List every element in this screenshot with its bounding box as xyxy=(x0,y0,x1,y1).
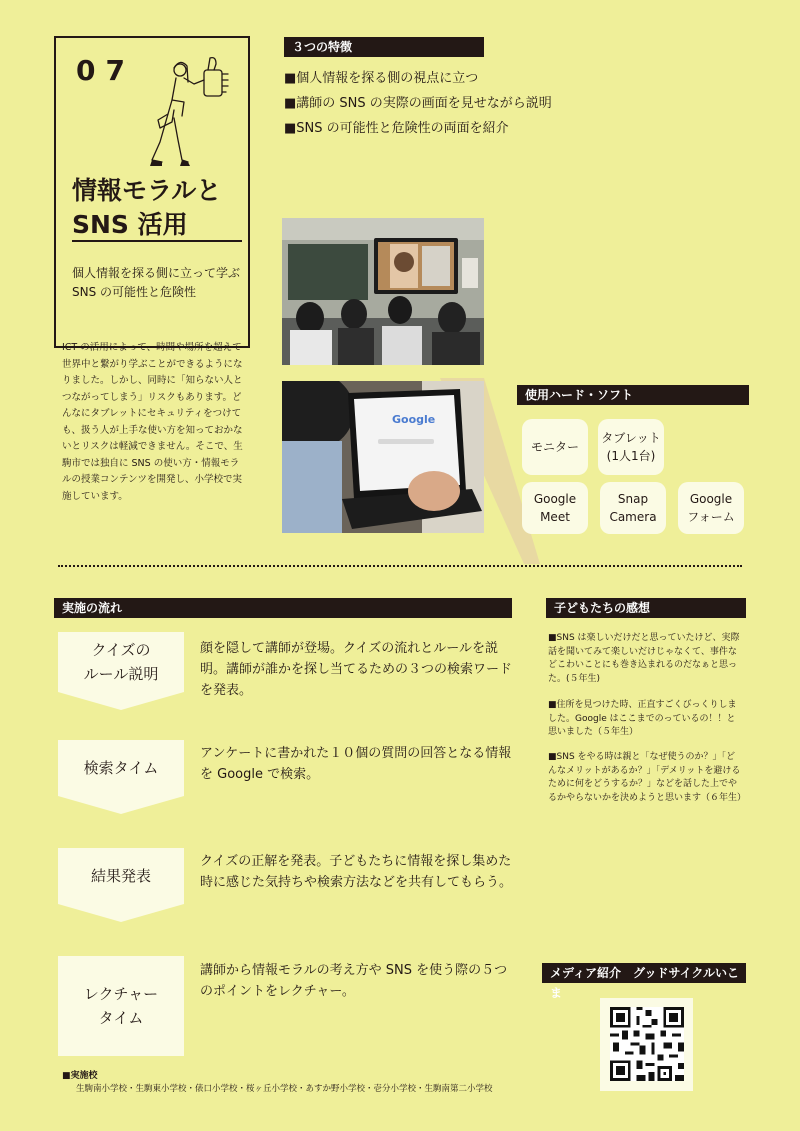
impressions-heading: 子どもたちの感想 xyxy=(546,598,746,618)
qr-code[interactable] xyxy=(610,1007,684,1081)
feature-item: ■個人情報を探る側の視点に立つ xyxy=(284,71,479,86)
subtitle-line1: 個人情報を探る側に立って学ぶ xyxy=(72,266,241,280)
title-divider xyxy=(72,240,242,242)
main-title-line2: SNS 活用 xyxy=(72,210,188,239)
subtitle-line2: SNS の可能性と危険性 xyxy=(72,285,197,299)
feature-item: ■SNS の可能性と危険性の両面を紹介 xyxy=(284,121,509,136)
flow-step-label: 結果発表 xyxy=(58,848,184,904)
flow-step-text: 講師から情報モラルの考え方や SNS を使う際の５つのポイントをレクチャー。 xyxy=(200,963,508,999)
thumbs-up-person-illustration xyxy=(138,56,238,172)
flow-step-text: 顔を隠して講師が登場。クイズの流れとルールを説明。講師が誰かを探し当てるための３つの検索ワードを発表。 xyxy=(200,641,513,698)
flow-step-arrow xyxy=(58,904,184,922)
google-screen-logo: Google xyxy=(392,413,436,426)
software-chip-snap-camera: Snap Camera xyxy=(600,482,666,534)
hardware-chip-monitor: モニター xyxy=(522,419,588,475)
hardware-heading: 使用ハード・ソフト xyxy=(517,385,749,405)
media-heading: メディア紹介 グッドサイクルいこま xyxy=(542,963,746,983)
flow-step-label: 検索タイム xyxy=(58,740,184,796)
section-divider xyxy=(58,565,742,567)
schools-heading: ■実施校 xyxy=(62,1071,98,1081)
hardware-chip-tablet: タブレット (1人1台) xyxy=(598,419,664,475)
features-heading: ３つの特徴 xyxy=(284,37,484,57)
flow-step-text: クイズの正解を発表。子どもたちに情報を探し集めた時に感じた気持ちや検索方法などを共有してもらう。 xyxy=(200,854,513,890)
main-title-line1: 情報モラルと xyxy=(72,176,222,205)
subtitle xyxy=(72,264,240,302)
impression-item: ■SNS をやる時は親と「なぜ使うのか？」「どんなメリットがあるか？」「デメリットを避けるために何をどうするか？」などを話した上でやるかやらないかを決めようと思います（６年生） xyxy=(548,752,747,803)
flow-heading: 実施の流れ xyxy=(54,598,512,618)
feature-item: ■講師の SNS の実際の画面を見せながら説明 xyxy=(284,96,552,111)
flow-step-label: クイズの ルール説明 xyxy=(58,632,184,692)
software-chip-google-forms: Google フォーム xyxy=(678,482,744,534)
classroom-photo xyxy=(282,218,484,365)
intro-text: ICT の活用によって、時間や場所を超えて世界中と繋がり学ぶことができるようになりました。しかし、同時に「知らない人とつながってしまう」リスクもあります。どんなにタブレットにセキュリティをつけても、扱う人が上手な使い方を知っておかないとリスクは軽減できません。そこで、生駒市では独自に SNS の使い方・情報モラルの授業コンテンツを開発し、小学校で実施しています。 xyxy=(62,342,243,502)
laptop-photo xyxy=(282,381,484,533)
flow-step-label: レクチャー タイム xyxy=(58,956,184,1056)
features-list xyxy=(284,66,552,141)
flow-step-arrow xyxy=(58,692,184,710)
impression-item: ■SNS は楽しいだけだと思っていたけど、実際話を聞いてみて楽しいだけじゃなくて、事件などこわいことにも巻き込まれるのだなぁと思った。(５年生) xyxy=(548,633,740,684)
software-chip-google-meet: Google Meet xyxy=(522,482,588,534)
flow-step-text: アンケートに書かれた１０個の質問の回答となる情報を Google で検索。 xyxy=(200,746,512,782)
schools-list: 生駒南小学校・生駒東小学校・俵口小学校・桜ヶ丘小学校・あすか野小学校・壱分小学校・生駒南第二小学校 xyxy=(76,1084,493,1094)
flow-step-arrow xyxy=(58,796,184,814)
impression-item: ■住所を見つけた時、正直すごくびっくりしました。Google はここまでのっているの！！と思いました（５年生） xyxy=(548,700,737,737)
section-number: 07 xyxy=(76,54,135,87)
main-title xyxy=(72,174,221,242)
